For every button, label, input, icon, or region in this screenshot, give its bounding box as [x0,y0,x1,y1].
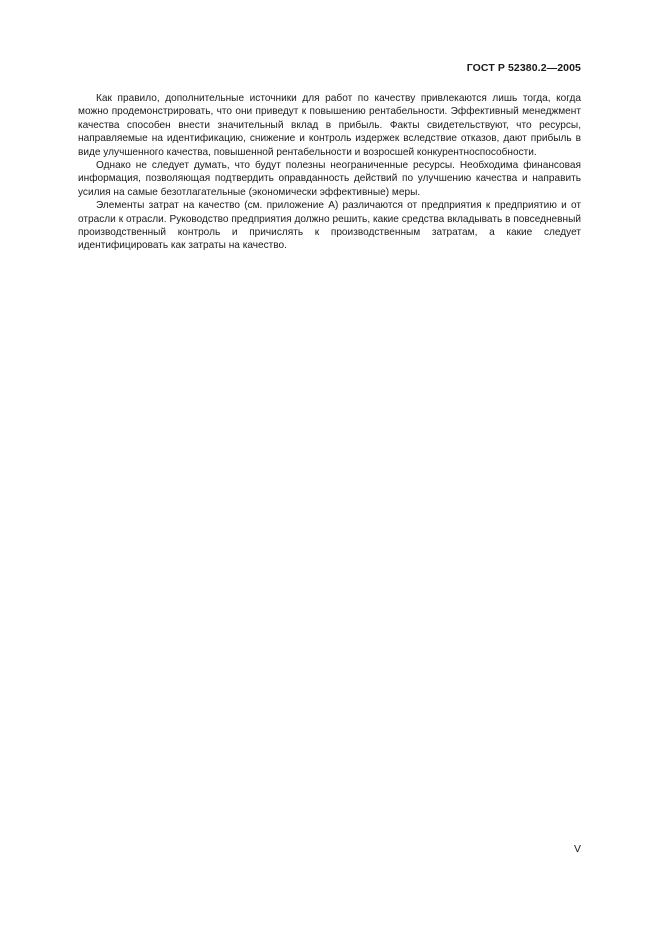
body-text [78,92,581,253]
paragraph-2: Однако не следует думать, что будут полезны неограниченные ресурсы. Необходима финансовая информация, позволяющая подтвердить оправданность действий по улучшению качества и направить усилия на самые безотлагательные (экономически эффективные) меры. [78,160,581,198]
document-code-header: ГОСТ Р 52380.2—2005 [466,62,581,74]
paragraph-1: Как правило, дополнительные источники для работ по качеству привлекаются лишь тогда, когда можно продемонстрировать, что они приведут к повышению рентабельности. Эффективный менеджмент качества способен внести значительный вклад в прибыль. Факты свидетельствуют, что ресурсы, направляемые на идентификацию, снижение и контроль издержек вследствие отказов, дают прибыль в виде улучшенного качества, повышенной рентабельности и возросшей конкурентноспособности. [78,93,581,158]
paragraph-3: Элементы затрат на качество (см. приложение А) различаются от предприятия к предприятию и от отрасли к отрасли. Руководство предприятия должно решить, какие средства вкладывать в повседневный производственный контроль и причислять к производственным затратам, а какие следует идентифицировать как затраты на качество. [78,200,581,252]
page-number: V [573,843,581,855]
